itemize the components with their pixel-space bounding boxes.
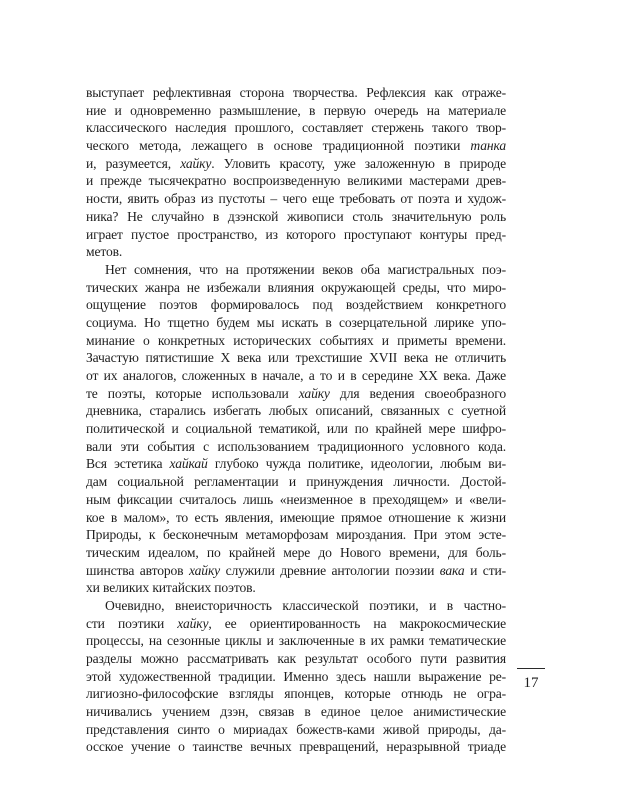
text-segment: представления синто о мириадах божеств-ками живой природы, да-: [86, 721, 506, 737]
text-line: [86, 703, 506, 721]
text-segment: минание о конкретных исторических событиях и приметы времени.: [86, 332, 506, 348]
italic-term: хайку: [188, 562, 221, 578]
text-line: [86, 332, 506, 350]
text-line: [86, 279, 506, 297]
text-segment: тическим идеалом, по крайней мере до Нового времени, для боль-: [86, 544, 506, 560]
text-line: [86, 562, 506, 580]
text-segment: и прежде тысячекратно воспроизведенную великими мастерами древ-: [86, 173, 506, 189]
text-line: [86, 367, 506, 385]
text-segment: осское учение о таинстве вечных превращений, неразрывной триаде: [86, 739, 506, 755]
text-segment: играет пустое пространство, из которого проступают контуры пред-: [86, 226, 506, 242]
text-line: [86, 738, 506, 756]
text-segment: хи великих китайских поэтов.: [86, 580, 256, 596]
text-segment: кое в малом», то есть явления, имеющие прямое отношение к жизни: [86, 509, 506, 525]
body-text: [86, 84, 506, 756]
text-segment: вали эти события с использованием традиционного условного кода.: [86, 438, 506, 454]
text-segment: Нет сомнения, что на протяжении веков оба магистральных поэ-: [105, 261, 506, 277]
paragraph: [86, 261, 506, 597]
text-line: [86, 579, 506, 597]
text-line: [86, 172, 506, 190]
italic-term: хайку: [177, 615, 209, 631]
text-segment: дам социальной регламентации и принуждения личности. Достой-: [86, 474, 506, 490]
text-segment: Очевидно, внеисторичность классической поэтики, и в частно-: [105, 597, 506, 613]
text-segment: и, разумеется,: [86, 155, 181, 171]
text-segment: ческого метода, лежащего в основе традиционной поэтики: [86, 138, 471, 154]
text-line: [86, 438, 506, 456]
text-line: [86, 208, 506, 226]
text-line: [86, 615, 506, 633]
text-segment: политической и социальной тематикой, или по крайней мере шифро-: [86, 421, 506, 437]
text-segment: разделы можно рассматривать как результат особого пути развития: [86, 651, 506, 666]
text-segment: процессы, на сезонные циклы и заключенные в их рамки тематические: [86, 633, 506, 649]
text-line: [86, 243, 506, 261]
text-segment: этой художественной традиции. Именно здесь нашли выражение ре-: [86, 668, 506, 684]
text-segment: Природы, к бесконечным метаморфозам мироздания. При этом эсте-: [86, 527, 506, 543]
text-line: [86, 420, 506, 438]
text-segment: служили древние антологии поэзии: [220, 562, 440, 578]
page-number-rule: [517, 668, 545, 669]
text-line: [86, 632, 506, 650]
page-number: 17: [523, 675, 539, 691]
text-line: [86, 402, 506, 420]
text-segment: шинства авторов: [86, 562, 189, 578]
text-line: [86, 155, 506, 173]
text-line: [86, 685, 506, 703]
text-line: [86, 385, 506, 403]
text-line: [86, 650, 506, 668]
italic-term: хайку: [180, 155, 212, 171]
italic-term: танка: [470, 138, 506, 154]
text-segment: . Уловить красоту, уже заложенную в природе: [211, 155, 506, 171]
text-line: [86, 526, 506, 544]
text-line: [86, 102, 506, 120]
text-segment: ние и одновременно размышление, в первую очередь на материале: [86, 102, 506, 118]
text-segment: и сти-: [464, 562, 506, 578]
text-segment: выступает рефлективная сторона творчества. Рефлексия как отраже-: [86, 85, 506, 100]
italic-term: хайкай: [169, 456, 208, 472]
text-line: [86, 721, 506, 739]
text-segment: классического наследия прошлого, составляет стержень такого твор-: [86, 120, 506, 136]
text-line: [86, 261, 506, 279]
text-segment: от их аналогов, сложенных в начале, а то и в середине XX века. Даже: [86, 368, 506, 383]
text-line: [86, 597, 506, 615]
text-line: [86, 190, 506, 208]
text-segment: метов.: [86, 244, 123, 260]
text-segment: ника? Не случайно в дзэнской живописи столь значительную роль: [86, 208, 506, 224]
text-segment: сти поэтики: [86, 615, 178, 631]
text-segment: дневника, старались избегать любых описаний, связанных с суетной: [86, 403, 506, 419]
text-segment: глубоко чужда политике, идеологии, любым ви-: [207, 456, 506, 472]
text-line: [86, 314, 506, 332]
text-line: [86, 296, 506, 314]
text-line: [86, 455, 506, 473]
text-segment: ным фиксации считалось лишь «неизменное в преходящем» и «вели-: [86, 491, 506, 507]
text-line: [86, 509, 506, 527]
text-line: [86, 668, 506, 686]
text-line: [86, 84, 506, 102]
paragraph: [86, 597, 506, 756]
text-segment: Вся эстетика: [86, 456, 170, 472]
text-segment: Зачастую пятистишие X века или трехстишие XVII века не отличить: [86, 350, 506, 366]
italic-term: хайку: [298, 385, 330, 401]
text-line: [86, 349, 506, 367]
text-segment: ощущение поэтов формировалось под воздействием конкретного: [86, 297, 506, 313]
text-segment: лигиозно-философские взгляды японцев, которые отнюдь не огра-: [86, 686, 506, 702]
text-line: [86, 491, 506, 509]
text-segment: ничивались учением дзэн, связав в единое целое анимистические: [86, 704, 506, 720]
text-segment: социума. Но тщетно будем мы искать в созерцательной лирике упо-: [86, 314, 506, 330]
text-line: [86, 473, 506, 491]
text-segment: тических жанра не избежали влияния окружающей среды, что миро-: [86, 279, 506, 295]
text-line: [86, 226, 506, 244]
text-segment: для ведения своеобразного: [329, 385, 506, 401]
text-segment: , ее ориентированность на макрокосмические: [208, 615, 506, 631]
text-line: [86, 544, 506, 562]
text-segment: ности, явить образ из пустоты – чего еще требовать от поэта и худож-: [86, 191, 506, 207]
italic-term: вака: [439, 562, 465, 578]
text-segment: те поэты, которые использовали: [86, 385, 299, 401]
paragraph: [86, 84, 506, 261]
text-line: [86, 137, 506, 155]
text-line: [86, 119, 506, 137]
